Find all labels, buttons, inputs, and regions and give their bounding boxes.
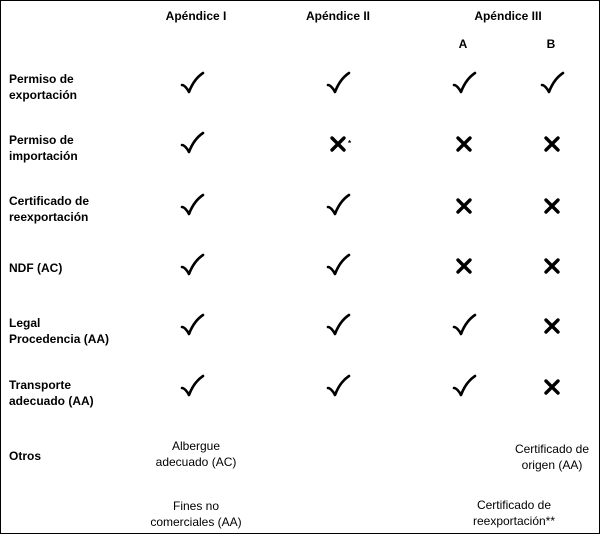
cross-icon-r2-apendice-3b <box>538 130 566 158</box>
check-icon-r3-apendice-2 <box>324 192 352 220</box>
header-apendice-1: Apéndice I <box>165 9 227 23</box>
header-sub-a: A <box>458 37 468 51</box>
row-label-otros: Otros <box>9 449 42 463</box>
check-icon-r1-apendice-1 <box>178 70 206 98</box>
check-icon-r1-apendice-3b <box>538 70 566 98</box>
otros-certificado-origen: Certificado de origen (AA) <box>514 442 590 472</box>
row-label-legal-procedencia: Legal Procedencia (AA) <box>9 316 110 346</box>
row-label-permiso-exportacion: Permiso de exportación <box>9 72 78 102</box>
check-icon-r6-apendice-2 <box>324 373 352 401</box>
header-apendice-2: Apéndice II <box>305 9 370 23</box>
otros-certificado-reexportacion: Certificado de reexportación** <box>472 498 556 528</box>
cross-icon-r2-apendice-3a <box>450 130 478 158</box>
check-icon-r5-apendice-1 <box>178 312 206 340</box>
row-label-ndf: NDF (AC) <box>9 261 63 275</box>
check-icon-r1-apendice-2 <box>324 70 352 98</box>
otros-fines-no-comerciales: Fines no comerciales (AA) <box>150 499 242 529</box>
cross-icon-r5-apendice-3b <box>538 312 566 340</box>
check-icon-r5-apendice-3a <box>450 312 478 340</box>
otros-albergue-adecuado: Albergue adecuado (AC) <box>155 439 237 469</box>
cross-icon-r4-apendice-3b <box>538 252 566 280</box>
row-label-permiso-importacion: Permiso de importación <box>9 133 78 163</box>
check-icon-r2-apendice-1 <box>178 130 206 158</box>
cross-icon-r6-apendice-3b <box>538 373 566 401</box>
header-apendice-3: Apéndice III <box>474 9 542 23</box>
check-icon-r1-apendice-3a <box>450 70 478 98</box>
row-label-transporte-adecuado: Transporte adecuado (AA) <box>9 378 94 408</box>
check-icon-r5-apendice-2 <box>324 312 352 340</box>
check-icon-r6-apendice-3a <box>450 373 478 401</box>
cross-icon-r4-apendice-3a <box>450 252 478 280</box>
cross-icon-r3-apendice-3b <box>538 192 566 220</box>
row-label-certificado-reexportacion: Certificado de reexportación <box>9 194 90 224</box>
check-icon-r3-apendice-1 <box>178 192 206 220</box>
header-sub-b: B <box>546 37 556 51</box>
cross-icon-r3-apendice-3a <box>450 192 478 220</box>
check-icon-r6-apendice-1 <box>178 373 206 401</box>
check-icon-r4-apendice-1 <box>178 252 206 280</box>
footnote-asterisk: * <box>348 139 352 148</box>
check-icon-r4-apendice-2 <box>324 252 352 280</box>
